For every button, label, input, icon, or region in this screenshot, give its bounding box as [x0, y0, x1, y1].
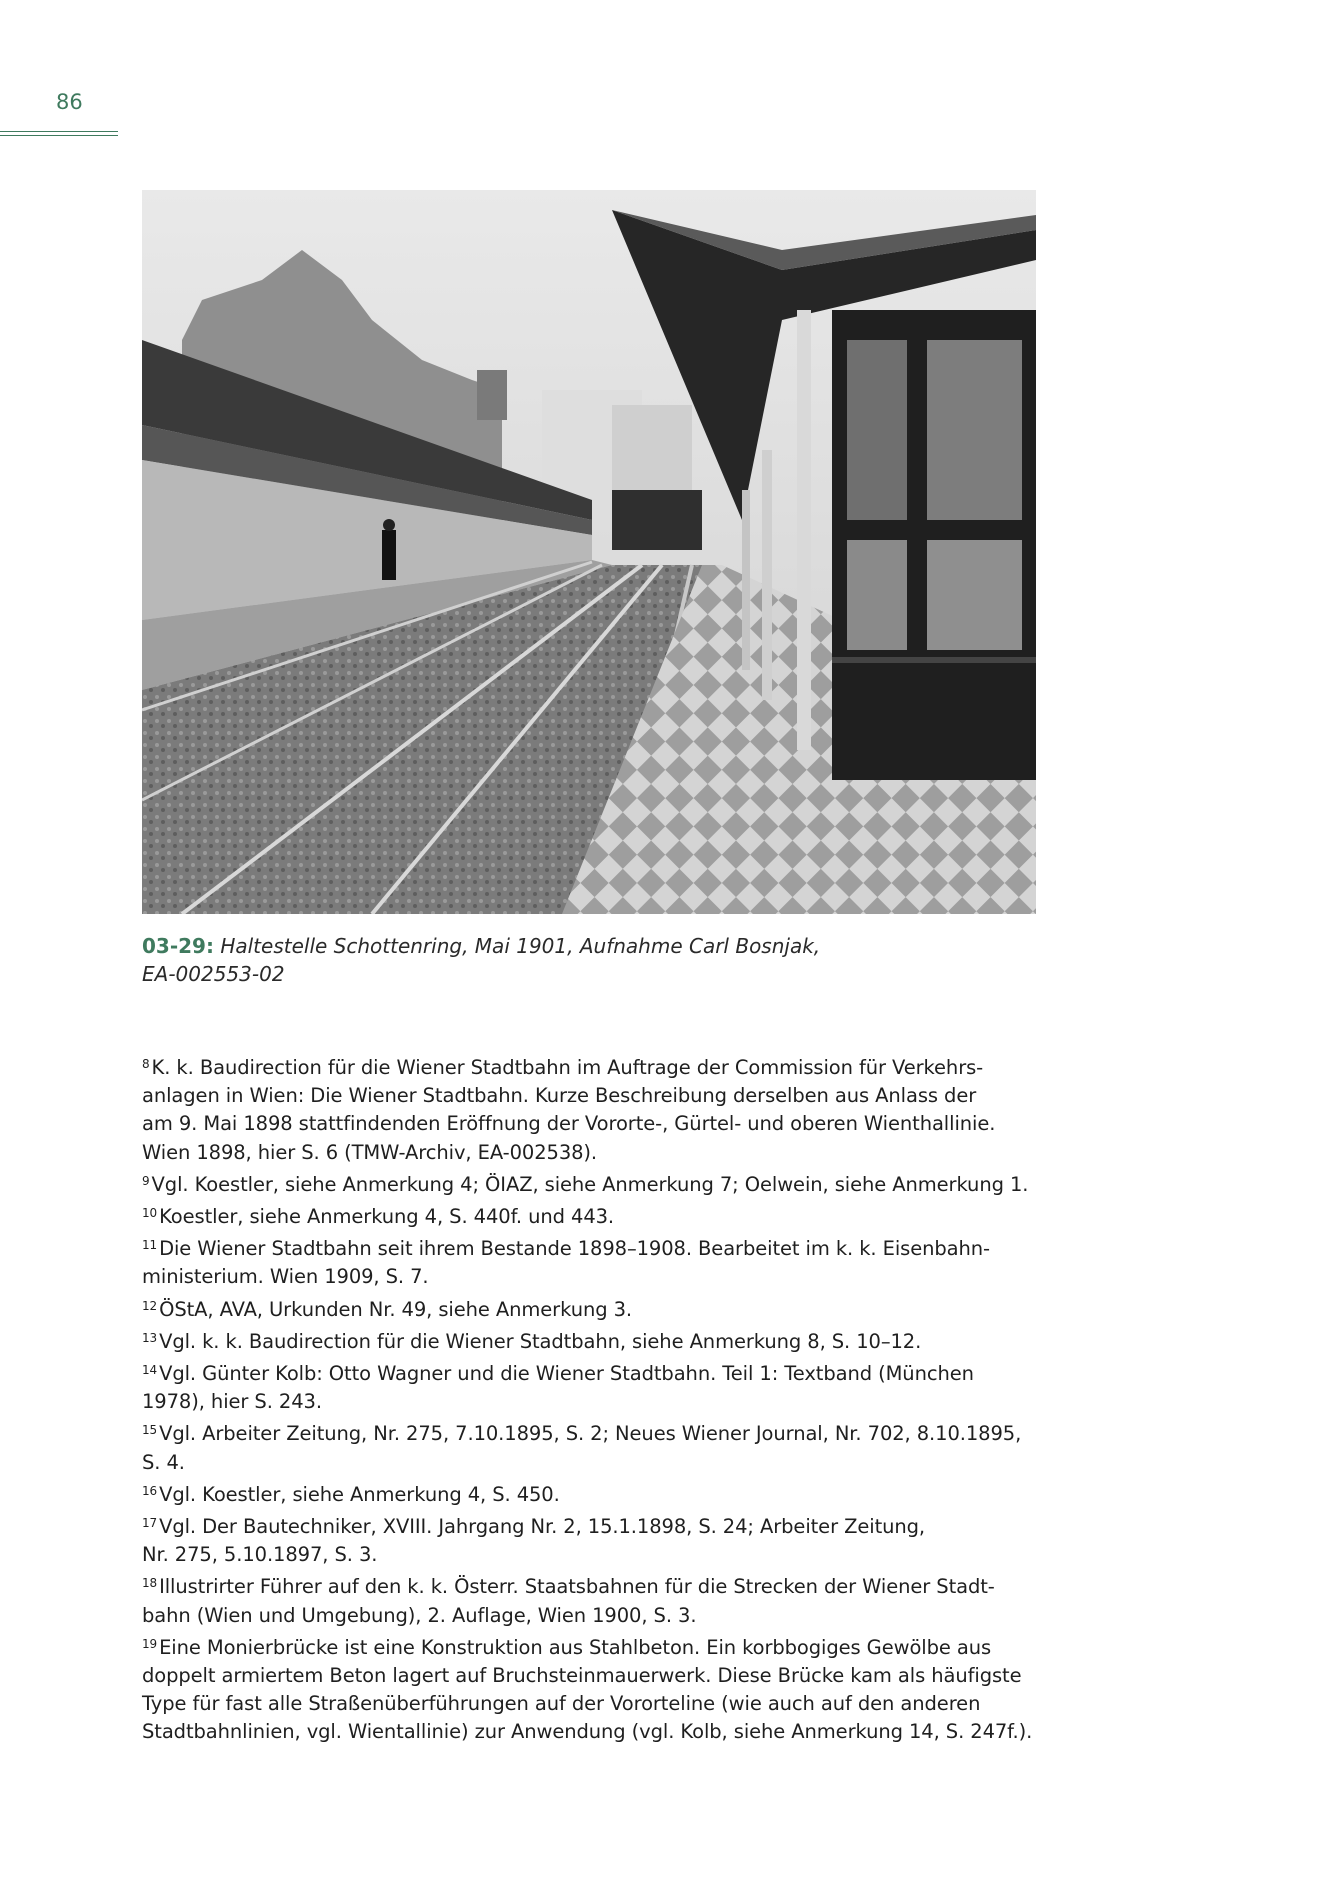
footnote-text: Wien 1898, hier S. 6 (TMW-Archiv, EA-002538).: [142, 1140, 598, 1164]
footnote-line: [142, 1630, 1042, 1662]
footnote-text: Vgl. k. k. Baudirection für die Wiener Stadtbahn, siehe Anmerkung 8, S. 10–12.: [159, 1329, 922, 1353]
header-rule-bottom: [0, 135, 118, 136]
footnote-line: [142, 1199, 1042, 1231]
footnote-text: Vgl. Der Bautechniker, XVIII. Jahrgang Nr. 2, 15.1.1898, S. 24; Arbeiter Zeitung,: [159, 1515, 926, 1539]
footnote-text: am 9. Mai 1898 stattfindenden Eröffnung der Vororte-, Gürtel- und oberen Wienthallinie.: [142, 1112, 996, 1136]
footnote-line: [142, 1292, 1042, 1324]
footnote-line: [142, 1050, 1042, 1082]
footnote-line: [142, 1449, 1042, 1477]
footnote-text: S. 4.: [142, 1450, 185, 1474]
footnote-number: 12: [142, 1298, 158, 1313]
footnote-text: K. k. Baudirection für die Wiener Stadtbahn im Auftrage der Commission für Verkehrs-: [151, 1056, 984, 1079]
footnote-line: [142, 1662, 1042, 1690]
station-platform-photo: [142, 190, 1036, 914]
footnote-line: [142, 1602, 1042, 1630]
footnote-text: Nr. 275, 5.10.1897, S. 3.: [142, 1543, 378, 1567]
footnote-text: Die Wiener Stadtbahn seit ihrem Bestande 1898–1908. Bearbeitet im k. k. Eisenbahn-: [159, 1237, 990, 1261]
footnote-line: [142, 1477, 1042, 1509]
footnote-text: Eine Monierbrücke ist eine Konstruktion aus Stahlbeton. Ein korbbogiges Gewölbe aus: [159, 1635, 992, 1659]
footnote-text: bahn (Wien und Umgebung), 2. Auflage, Wien 1900, S. 3.: [142, 1603, 697, 1627]
footnote-number: 13: [142, 1330, 158, 1345]
footnote-line: [142, 1718, 1042, 1746]
footnote-line: [142, 1569, 1042, 1601]
figure-caption-line-2: EA-002553-02: [142, 962, 285, 986]
footnote-number: 17: [142, 1516, 158, 1531]
footnote-line: [142, 1139, 1042, 1167]
footnote-line: [142, 1324, 1042, 1356]
footnote-line: [142, 1509, 1042, 1541]
footnote-text: Vgl. Koestler, siehe Anmerkung 4; ÖIAZ, siehe Anmerkung 7; Oelwein, siehe Anmerkung 1.: [151, 1172, 1029, 1196]
footnote-line: [142, 1263, 1042, 1291]
footnote-text: ÖStA, AVA, Urkunden Nr. 49, siehe Anmerkung 3.: [159, 1297, 632, 1321]
footnote-text: Vgl. Koestler, siehe Anmerkung 4, S. 450.: [159, 1482, 560, 1506]
footnote-line: [142, 1356, 1042, 1388]
footnote-text: anlagen in Wien: Die Wiener Stadtbahn. Kurze Beschreibung derselben aus Anlass der: [142, 1084, 977, 1108]
footnote-text: Vgl. Günter Kolb: Otto Wagner und die Wiener Stadtbahn. Teil 1: Textband (München: [159, 1362, 974, 1386]
footnote-number: 15: [142, 1423, 158, 1438]
footnote-number: 18: [142, 1576, 158, 1591]
footnote-line: [142, 1167, 1042, 1199]
footnote-line: [142, 1110, 1042, 1138]
footnote-line: [142, 1541, 1042, 1569]
footnote-number: 11: [142, 1238, 158, 1253]
footnote-text: 1978), hier S. 243.: [142, 1390, 322, 1414]
footnotes: [142, 1050, 1042, 1747]
footnote-text: Koestler, siehe Anmerkung 4, S. 440f. und 443.: [159, 1205, 615, 1229]
footnote-number: 10: [142, 1206, 158, 1221]
footnote-number: 9: [142, 1173, 150, 1188]
footnote-line: [142, 1416, 1042, 1448]
figure-caption-line-1: Haltestelle Schottenring, Mai 1901, Aufnahme Carl Bosnjak,: [220, 934, 821, 958]
footnote-number: 16: [142, 1483, 158, 1498]
footnote-line: [142, 1082, 1042, 1110]
footnote-text: ministerium. Wien 1909, S. 7.: [142, 1265, 429, 1289]
footnote-number: 14: [142, 1363, 158, 1378]
footnote-text: Stadtbahnlinien, vgl. Wientallinie) zur Anwendung (vgl. Kolb, siehe Anmerkung 14, S. 247f.).: [142, 1720, 1033, 1744]
figure-id: 03-29:: [142, 934, 214, 958]
footnote-line: [142, 1388, 1042, 1416]
footnote-line: [142, 1690, 1042, 1718]
footnote-number: 8: [142, 1057, 150, 1071]
footnote-text: doppelt armiertem Beton lagert auf Bruchsteinmauerwerk. Diese Brücke kam als häufigste: [142, 1664, 1022, 1688]
footnote-text: Illustrirter Führer auf den k. k. Österr. Staatsbahnen für die Strecken der Wiener Stadt-: [159, 1575, 995, 1599]
footnote-number: 19: [142, 1636, 158, 1651]
footnote-line: [142, 1231, 1042, 1263]
footnote-text: Type für fast alle Straßenüberführungen auf der Vororteline (wie auch auf den anderen: [142, 1692, 981, 1716]
page-number: 86: [56, 90, 83, 114]
historic-photo: [142, 190, 1036, 914]
figure-caption: [142, 932, 962, 988]
footnote-text: Vgl. Arbeiter Zeitung, Nr. 275, 7.10.1895, S. 2; Neues Wiener Journal, Nr. 702, 8.10.1895,: [159, 1422, 1022, 1446]
header-rule-top: [0, 131, 118, 132]
